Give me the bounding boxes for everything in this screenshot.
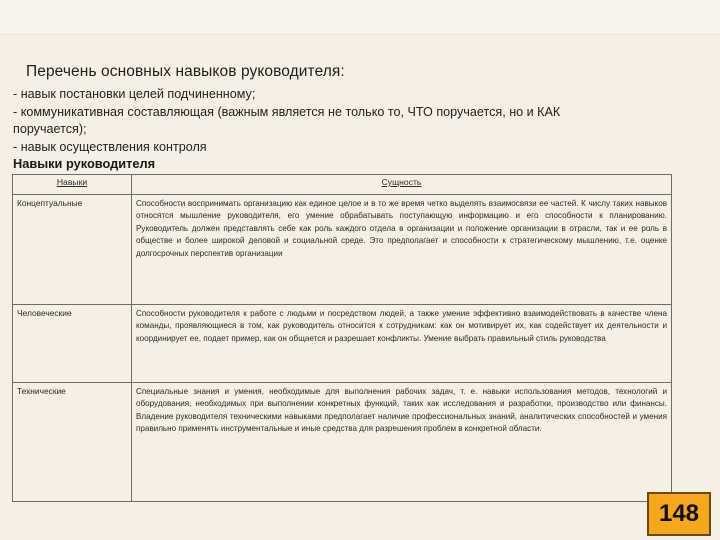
bullet-item: - коммуникативная составляющая (важным является не только то, ЧТО поручается, но и КАК bbox=[13, 104, 561, 119]
slide-title: Перечень основных навыков руководителя: bbox=[26, 63, 345, 80]
skills-table bbox=[12, 174, 672, 502]
page-number-badge: 148 bbox=[647, 492, 711, 536]
table-row bbox=[13, 305, 672, 383]
table-caption: Навыки руководителя bbox=[13, 156, 156, 171]
bullet-item: - навык постановки целей подчиненному; bbox=[13, 87, 256, 101]
skill-description: Специальные знания и умения, необходимые для выполнения рабочих задач, т. е. навыки использования методов, технологий и оборудования, необходимых при выполнении конкретных функций, таких как исследования и разработки, производство или финансы. Владение руководителя техническими навыками предполагает наличие профессиональных знаний, аналитических способностей и умения правильно применять инструментальные и иные средства для разрешения проблем в конкретной области. bbox=[132, 383, 672, 502]
table-row bbox=[13, 195, 672, 305]
top-band bbox=[0, 0, 720, 35]
bullet-item: поручается); bbox=[13, 122, 87, 137]
column-header-skills: Навыки bbox=[13, 175, 132, 195]
column-header-essence: Сущность bbox=[132, 175, 672, 195]
skill-description: Способности воспринимать организацию как единое целое и в то же время четко выделять взаимосвязи ее частей. К числу таких навыков относятся мышление руководителя, его умение обрабатывать поступающую информацию и его способности к планированию. Руководитель должен представлять себе как роль каждого отдела в организации и положение организации в отрасли, так и ее роль в обществе и более широкой деловой и социальной среде. Это предполагает и способности к стратегическому мышлению, т.е. оценке долгосрочных перспектив организации bbox=[132, 195, 672, 305]
skill-description: Способности руководителя к работе с людьми и посредством людей, а также умение эффективно взаимодействовать в качестве члена команды, проявляющиеся в том, как руководитель относится к сотрудникам: как он мотивирует их, как содействует их деятельности и координирует ее, подает пример, как он общается и разрешает конфликты. Умение выбрать правильный стиль руководства bbox=[132, 305, 672, 383]
bullet-item: - навык осуществления контроля bbox=[13, 139, 207, 154]
skill-name: Концептуальные bbox=[13, 195, 132, 305]
skill-name: Технические bbox=[13, 383, 132, 502]
skill-name: Человеческие bbox=[13, 305, 132, 383]
table-header-row bbox=[13, 175, 672, 195]
table-row bbox=[13, 383, 672, 502]
bullet-list bbox=[13, 86, 653, 156]
